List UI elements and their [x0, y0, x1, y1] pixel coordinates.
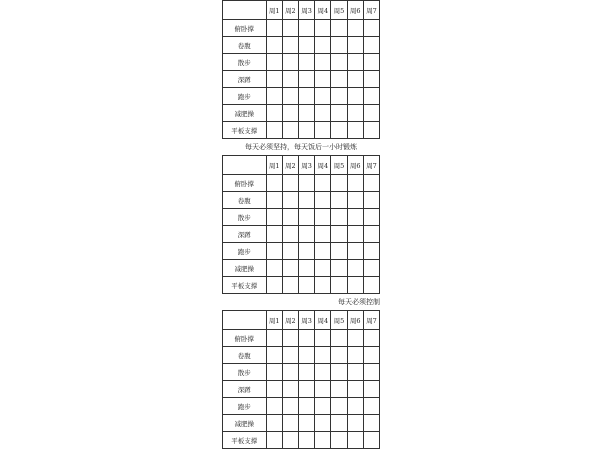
checkbox-cell[interactable] — [315, 37, 331, 54]
checkbox-cell[interactable] — [282, 243, 298, 260]
checkbox-cell[interactable] — [315, 226, 331, 243]
checkbox-cell[interactable] — [266, 20, 282, 37]
checkbox-cell[interactable] — [298, 398, 314, 415]
checkbox-cell[interactable] — [363, 277, 379, 294]
checkbox-cell[interactable] — [331, 209, 347, 226]
checkbox-cell[interactable] — [298, 122, 314, 139]
checkbox-cell[interactable] — [347, 381, 363, 398]
checkbox-cell[interactable] — [266, 71, 282, 88]
checkbox-cell[interactable] — [298, 260, 314, 277]
exercise-label: 减肥操 — [223, 260, 267, 277]
checkbox-cell[interactable] — [331, 277, 347, 294]
checkbox-cell[interactable] — [298, 88, 314, 105]
corner-cell — [223, 311, 267, 330]
checkbox-cell[interactable] — [298, 415, 314, 432]
checkbox-cell[interactable] — [347, 347, 363, 364]
checkbox-cell[interactable] — [331, 364, 347, 381]
table-row — [223, 432, 380, 449]
checkbox-cell[interactable] — [315, 364, 331, 381]
checkbox-cell[interactable] — [331, 71, 347, 88]
table-row — [223, 209, 380, 226]
table-note: 每天必须控制 — [338, 298, 380, 306]
checkbox-cell[interactable] — [282, 71, 298, 88]
checkbox-cell[interactable] — [266, 398, 282, 415]
table-row — [223, 88, 380, 105]
checkbox-cell[interactable] — [315, 260, 331, 277]
checkbox-cell[interactable] — [282, 54, 298, 71]
checkbox-cell[interactable] — [282, 347, 298, 364]
checkbox-cell[interactable] — [282, 105, 298, 122]
day-header: 周7 — [363, 1, 379, 20]
checkbox-cell[interactable] — [347, 37, 363, 54]
day-header: 周1 — [266, 311, 282, 330]
day-header: 周1 — [266, 156, 282, 175]
day-header: 周2 — [282, 156, 298, 175]
checkbox-cell[interactable] — [347, 243, 363, 260]
exercise-label: 卷腹 — [223, 192, 267, 209]
checkbox-cell[interactable] — [363, 54, 379, 71]
checkbox-cell[interactable] — [298, 364, 314, 381]
exercise-label: 减肥操 — [223, 105, 267, 122]
day-header: 周6 — [347, 311, 363, 330]
checkbox-cell[interactable] — [266, 122, 282, 139]
checkbox-cell[interactable] — [347, 432, 363, 449]
checkbox-cell[interactable] — [282, 277, 298, 294]
day-header: 周3 — [298, 156, 314, 175]
table-row — [223, 226, 380, 243]
checkbox-cell[interactable] — [266, 277, 282, 294]
checkbox-cell[interactable] — [282, 364, 298, 381]
checkbox-cell[interactable] — [315, 381, 331, 398]
table-row — [223, 71, 380, 88]
checkbox-cell[interactable] — [331, 432, 347, 449]
checkbox-cell[interactable] — [363, 226, 379, 243]
checkbox-cell[interactable] — [331, 105, 347, 122]
table-row — [223, 347, 380, 364]
checkbox-cell[interactable] — [298, 330, 314, 347]
table-row — [223, 381, 380, 398]
day-header: 周5 — [331, 1, 347, 20]
day-header: 周3 — [298, 1, 314, 20]
checkbox-cell[interactable] — [315, 122, 331, 139]
checkbox-cell[interactable] — [298, 347, 314, 364]
checkbox-cell[interactable] — [266, 260, 282, 277]
checkbox-cell[interactable] — [331, 122, 347, 139]
checkbox-cell[interactable] — [347, 209, 363, 226]
checkbox-cell[interactable] — [282, 226, 298, 243]
exercise-table-1 — [222, 0, 380, 139]
checkbox-cell[interactable] — [298, 20, 314, 37]
day-header: 周1 — [266, 1, 282, 20]
checkbox-cell[interactable] — [282, 88, 298, 105]
day-header: 周5 — [331, 156, 347, 175]
exercise-label: 深蹲 — [223, 381, 267, 398]
corner-cell — [223, 156, 267, 175]
checkbox-cell[interactable] — [363, 37, 379, 54]
checkbox-cell[interactable] — [266, 243, 282, 260]
checkbox-cell[interactable] — [347, 105, 363, 122]
checkbox-cell[interactable] — [363, 243, 379, 260]
day-header: 周2 — [282, 1, 298, 20]
checkbox-cell[interactable] — [331, 88, 347, 105]
day-header: 周7 — [363, 311, 379, 330]
checkbox-cell[interactable] — [315, 71, 331, 88]
checkbox-cell[interactable] — [266, 432, 282, 449]
checkbox-cell[interactable] — [315, 175, 331, 192]
checkbox-cell[interactable] — [363, 347, 379, 364]
checkbox-cell[interactable] — [298, 381, 314, 398]
table-row — [223, 260, 380, 277]
checkbox-cell[interactable] — [282, 432, 298, 449]
checkbox-cell[interactable] — [331, 54, 347, 71]
checkbox-cell[interactable] — [331, 347, 347, 364]
checkbox-cell[interactable] — [347, 71, 363, 88]
day-header: 周6 — [347, 156, 363, 175]
checkbox-cell[interactable] — [331, 226, 347, 243]
checkbox-cell[interactable] — [298, 175, 314, 192]
table-row — [223, 192, 380, 209]
checkbox-cell[interactable] — [282, 122, 298, 139]
checkbox-cell[interactable] — [331, 398, 347, 415]
checkbox-cell[interactable] — [347, 175, 363, 192]
day-header: 周5 — [331, 311, 347, 330]
checkbox-cell[interactable] — [266, 175, 282, 192]
checkbox-cell[interactable] — [266, 364, 282, 381]
checkbox-cell[interactable] — [315, 88, 331, 105]
checkbox-cell[interactable] — [298, 432, 314, 449]
checkbox-cell[interactable] — [282, 175, 298, 192]
table-note: 每天必须坚持，每天饭后一小时锻炼 — [245, 143, 357, 151]
checkbox-cell[interactable] — [347, 260, 363, 277]
exercise-label: 减肥操 — [223, 415, 267, 432]
checkbox-cell[interactable] — [363, 330, 379, 347]
checkbox-cell[interactable] — [347, 88, 363, 105]
exercise-label: 俯卧撑 — [223, 20, 267, 37]
checkbox-cell[interactable] — [363, 71, 379, 88]
day-header: 周2 — [282, 311, 298, 330]
checkbox-cell[interactable] — [347, 192, 363, 209]
checkbox-cell[interactable] — [363, 415, 379, 432]
checkbox-cell[interactable] — [315, 192, 331, 209]
checkbox-cell[interactable] — [347, 398, 363, 415]
day-header: 周3 — [298, 311, 314, 330]
checkbox-cell[interactable] — [266, 381, 282, 398]
table-row — [223, 105, 380, 122]
checkbox-cell[interactable] — [363, 192, 379, 209]
checkbox-cell[interactable] — [266, 209, 282, 226]
checkbox-cell[interactable] — [363, 432, 379, 449]
checkbox-cell[interactable] — [347, 54, 363, 71]
checkbox-cell[interactable] — [282, 381, 298, 398]
exercise-label: 平板支撑 — [223, 432, 267, 449]
checkbox-cell[interactable] — [363, 122, 379, 139]
checkbox-cell[interactable] — [347, 122, 363, 139]
exercise-table-3 — [222, 310, 380, 449]
checkbox-cell[interactable] — [282, 37, 298, 54]
checkbox-cell[interactable] — [363, 20, 379, 37]
table-row — [223, 54, 380, 71]
checkbox-cell[interactable] — [315, 347, 331, 364]
checkbox-cell[interactable] — [266, 37, 282, 54]
checkbox-cell[interactable] — [315, 398, 331, 415]
checkbox-cell[interactable] — [298, 71, 314, 88]
checkbox-cell[interactable] — [363, 88, 379, 105]
checkbox-cell[interactable] — [282, 260, 298, 277]
exercise-label: 俯卧撑 — [223, 175, 267, 192]
day-header: 周6 — [347, 1, 363, 20]
header-row — [223, 156, 380, 175]
checkbox-cell[interactable] — [315, 432, 331, 449]
exercise-label: 平板支撑 — [223, 277, 267, 294]
checkbox-cell[interactable] — [347, 330, 363, 347]
checkbox-cell[interactable] — [363, 105, 379, 122]
checkbox-cell[interactable] — [282, 209, 298, 226]
exercise-label: 卷腹 — [223, 347, 267, 364]
checkbox-cell[interactable] — [363, 381, 379, 398]
table-row — [223, 415, 380, 432]
checkbox-cell[interactable] — [298, 54, 314, 71]
checkbox-cell[interactable] — [315, 243, 331, 260]
checkbox-cell[interactable] — [315, 105, 331, 122]
checkbox-cell[interactable] — [363, 209, 379, 226]
checkbox-cell[interactable] — [363, 364, 379, 381]
checkbox-cell[interactable] — [347, 277, 363, 294]
checkbox-cell[interactable] — [331, 330, 347, 347]
checkbox-cell[interactable] — [282, 330, 298, 347]
checkbox-cell[interactable] — [331, 175, 347, 192]
checkbox-cell[interactable] — [315, 330, 331, 347]
checkbox-cell[interactable] — [315, 277, 331, 294]
checkbox-cell[interactable] — [282, 415, 298, 432]
checkbox-cell[interactable] — [298, 192, 314, 209]
checkbox-cell[interactable] — [331, 260, 347, 277]
checkbox-cell[interactable] — [282, 398, 298, 415]
exercise-label: 跑步 — [223, 88, 267, 105]
checkbox-cell[interactable] — [331, 20, 347, 37]
day-header: 周7 — [363, 156, 379, 175]
checkbox-cell[interactable] — [266, 88, 282, 105]
checkbox-cell[interactable] — [331, 37, 347, 54]
table-row — [223, 175, 380, 192]
checkbox-cell[interactable] — [266, 54, 282, 71]
day-header: 周4 — [315, 311, 331, 330]
exercise-label: 跑步 — [223, 398, 267, 415]
checkbox-cell[interactable] — [298, 105, 314, 122]
exercise-label: 散步 — [223, 54, 267, 71]
exercise-label: 卷腹 — [223, 37, 267, 54]
table-row — [223, 37, 380, 54]
checkbox-cell[interactable] — [347, 364, 363, 381]
checkbox-cell[interactable] — [298, 209, 314, 226]
checkbox-cell[interactable] — [298, 226, 314, 243]
checkbox-cell[interactable] — [266, 330, 282, 347]
checkbox-cell[interactable] — [363, 260, 379, 277]
corner-cell — [223, 1, 267, 20]
checkbox-cell[interactable] — [363, 398, 379, 415]
table-row — [223, 364, 380, 381]
checkbox-cell[interactable] — [315, 209, 331, 226]
checkbox-cell[interactable] — [331, 243, 347, 260]
day-header: 周4 — [315, 156, 331, 175]
checkbox-cell[interactable] — [266, 415, 282, 432]
table-row — [223, 20, 380, 37]
checkbox-cell[interactable] — [298, 243, 314, 260]
checkbox-cell[interactable] — [315, 20, 331, 37]
checkbox-cell[interactable] — [266, 105, 282, 122]
header-row — [223, 311, 380, 330]
exercise-label: 俯卧撑 — [223, 330, 267, 347]
checkbox-cell[interactable] — [363, 175, 379, 192]
exercise-label: 散步 — [223, 364, 267, 381]
exercise-label: 深蹲 — [223, 226, 267, 243]
exercise-label: 跑步 — [223, 243, 267, 260]
checkbox-cell[interactable] — [347, 226, 363, 243]
checkbox-cell[interactable] — [347, 415, 363, 432]
table-row — [223, 243, 380, 260]
exercise-label: 深蹲 — [223, 71, 267, 88]
checkbox-cell[interactable] — [331, 192, 347, 209]
header-row — [223, 1, 380, 20]
checkbox-cell[interactable] — [266, 347, 282, 364]
checkbox-cell[interactable] — [331, 415, 347, 432]
table-row — [223, 398, 380, 415]
checkbox-cell[interactable] — [266, 192, 282, 209]
table-row — [223, 122, 380, 139]
exercise-label: 散步 — [223, 209, 267, 226]
checkbox-cell[interactable] — [282, 20, 298, 37]
checkbox-cell[interactable] — [315, 415, 331, 432]
checkbox-cell[interactable] — [298, 37, 314, 54]
checkbox-cell[interactable] — [282, 192, 298, 209]
exercise-plan-page — [222, 0, 380, 449]
checkbox-cell[interactable] — [331, 381, 347, 398]
exercise-label: 平板支撑 — [223, 122, 267, 139]
checkbox-cell[interactable] — [347, 20, 363, 37]
table-row — [223, 330, 380, 347]
day-header: 周4 — [315, 1, 331, 20]
exercise-table-2 — [222, 155, 380, 294]
checkbox-cell[interactable] — [315, 54, 331, 71]
checkbox-cell[interactable] — [266, 226, 282, 243]
table-row — [223, 277, 380, 294]
checkbox-cell[interactable] — [298, 277, 314, 294]
